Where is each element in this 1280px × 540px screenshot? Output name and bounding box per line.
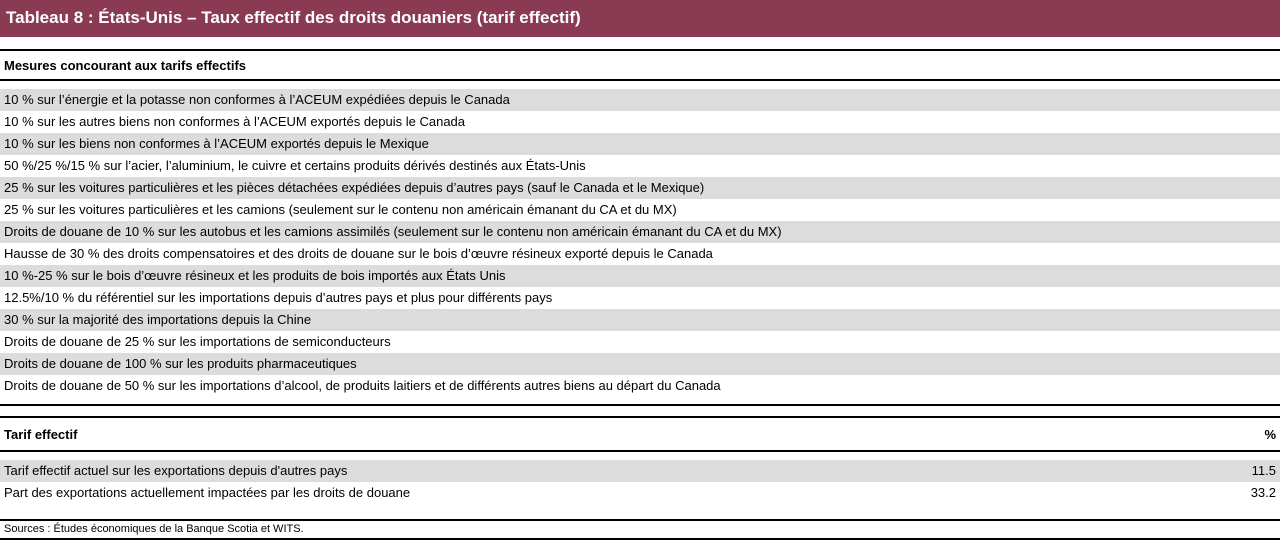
measures-bottom-rule: [0, 404, 1280, 406]
measures-list: [0, 89, 1280, 397]
list-item-text: 10 % sur les autres biens non conformes à l’ACEUM exportés depuis le Canada: [4, 114, 466, 129]
table-row: [0, 460, 1280, 482]
list-item: [0, 331, 1280, 353]
list-item-text: Droits de douane de 10 % sur les autobus et les camions assimilés (seulement sur le contenu non américain émanant du CA et du MX): [4, 224, 782, 239]
list-item: [0, 265, 1280, 287]
list-item: [0, 243, 1280, 265]
list-item: [0, 177, 1280, 199]
list-item: [0, 353, 1280, 375]
list-item: [0, 89, 1280, 111]
effective-unit: %: [1264, 426, 1276, 442]
row-value: 11.5: [1251, 463, 1276, 478]
effective-header: [0, 416, 1280, 452]
effective-table: [0, 460, 1280, 504]
list-item-text: 10 % sur les biens non conformes à l’ACEUM exportés depuis le Mexique: [4, 136, 429, 151]
list-item-text: Hausse de 30 % des droits compensatoires et des droits de douane sur le bois d’œuvre résineux exporté depuis le Canada: [4, 246, 713, 261]
list-item: [0, 133, 1280, 155]
list-item: [0, 155, 1280, 177]
row-value: 33.2: [1250, 485, 1276, 500]
list-item-text: Droits de douane de 50 % sur les importations d’alcool, de produits laitiers et de différents autres biens au départ du Canada: [4, 378, 721, 393]
table-title: Tableau 8 : États-Unis – Taux effectif des droits douaniers (tarif effectif): [0, 0, 1280, 37]
table-row: [0, 482, 1280, 504]
list-item-text: 10 %-25 % sur le bois d’œuvre résineux et les produits de bois importés aux États Unis: [4, 268, 506, 283]
list-item-text: 25 % sur les voitures particulières et les pièces détachées expédiées depuis d’autres pays (sauf le Canada et le Mexique): [4, 180, 705, 195]
list-item-text: 25 % sur les voitures particulières et les camions (seulement sur le contenu non américain émanant du CA et du MX): [4, 202, 677, 217]
list-item: [0, 287, 1280, 309]
list-item-text: 30 % sur la majorité des importations depuis la Chine: [4, 312, 312, 327]
row-label: Part des exportations actuellement impactées par les droits de douane: [4, 485, 411, 500]
list-item: [0, 199, 1280, 221]
list-item-text: 50 %/25 %/15 % sur l’acier, l’aluminium, le cuivre et certains produits dérivés destinés aux États-Unis: [4, 158, 586, 173]
effective-header-label: Tarif effectif: [4, 426, 78, 442]
measures-header-label: Mesures concourant aux tarifs effectifs: [4, 57, 247, 73]
list-item-text: 10 % sur l’énergie et la potasse non conformes à l’ACEUM expédiées depuis le Canada: [4, 92, 510, 107]
list-item: [0, 111, 1280, 133]
list-item: [0, 375, 1280, 397]
list-item-text: Droits de douane de 25 % sur les importations de semiconducteurs: [4, 334, 391, 349]
measures-header: [0, 49, 1280, 81]
list-item-text: Droits de douane de 100 % sur les produits pharmaceutiques: [4, 356, 357, 371]
list-item: [0, 309, 1280, 331]
row-label: Tarif effectif actuel sur les exportations depuis d'autres pays: [4, 463, 348, 478]
sources-note: Sources : Études économiques de la Banque Scotia et WITS.: [0, 519, 1280, 540]
list-item: [0, 221, 1280, 243]
list-item-text: 12.5%/10 % du référentiel sur les importations depuis d’autres pays et plus pour différents pays: [4, 290, 553, 305]
